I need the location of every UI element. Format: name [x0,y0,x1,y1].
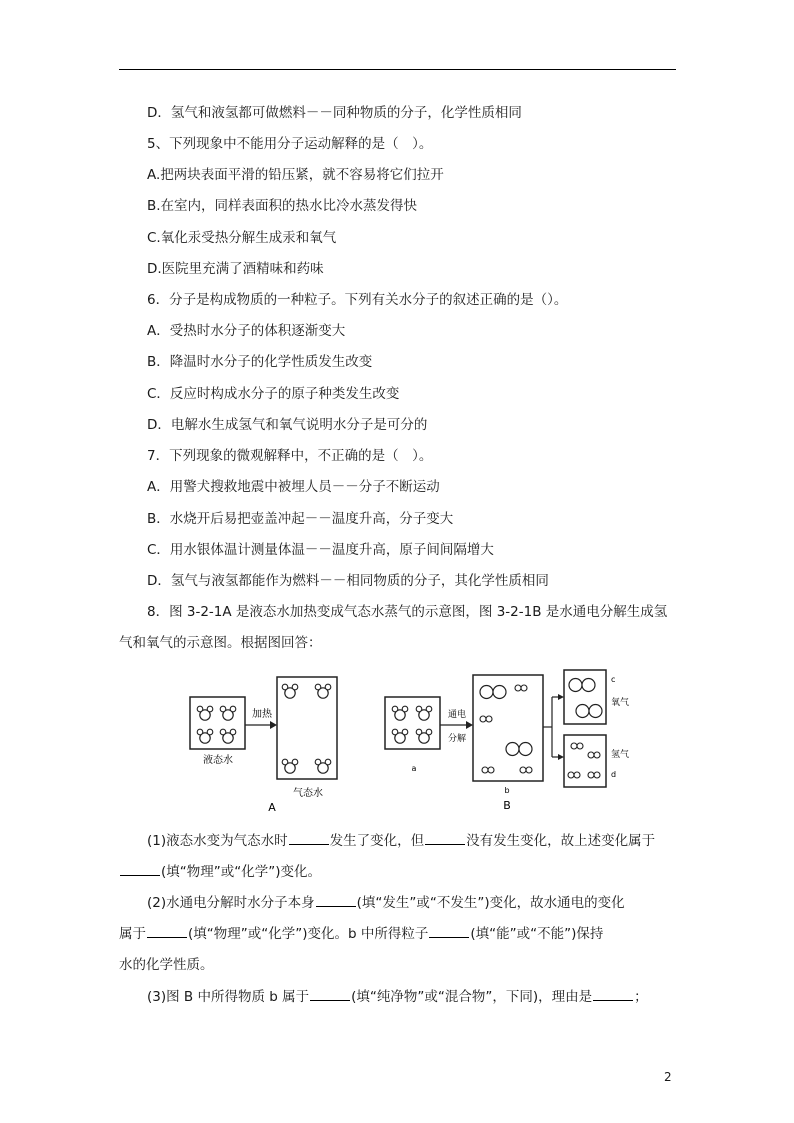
subquestion-2 [147,894,625,912]
water-molecule-figure [180,665,640,815]
q1-text-1: (1)液态水变为气态水时 [147,833,288,849]
liquid-water-label: 液态水 [203,755,233,766]
answer-blank[interactable] [429,925,469,938]
q1-text-4: (填“物理”或“化学”)变化。 [161,864,322,880]
answer-blank[interactable] [425,832,465,845]
answer-blank[interactable] [120,863,160,876]
header-rule [119,69,676,70]
q3-text-1: (3)图 B 中所得物质 b 属于 [147,989,310,1005]
electrolysis-label-1: 通电 [447,710,467,720]
q3-text-3: ； [634,989,648,1005]
answer-blank[interactable] [593,988,633,1001]
option-5a: A.把两块表面平滑的铅压紧，就不容易将它们拉开 [147,167,444,183]
answer-blank[interactable] [147,925,187,938]
heat-arrow [245,721,277,729]
box-b-label: b [504,786,510,795]
option-7d: D．氢气与液氢都能作为燃料－－相同物质的分子，其化学性质相同 [147,573,549,589]
option-7b: B．水烧开后易把壶盖冲起－－温度升高，分子变大 [147,511,454,527]
liquid-water-box [190,697,245,749]
question-6: 6．分子是构成物质的一种粒子。下列有关水分子的叙述正确的是（）。 [147,292,568,308]
option-6c: C．反应时构成水分子的原子种类发生改变 [147,386,400,402]
q2-text-5: (填“能”或“不能”)保持 [470,926,604,942]
subquestion-1 [147,832,655,850]
answer-blank[interactable] [310,988,350,1001]
gaseous-water-box [277,677,337,779]
electrolysis-arrow [440,721,473,729]
subquestion-2-cont [119,925,603,943]
q2-text-1: (2)水通电分解时水分子本身 [147,895,315,911]
option-6a: A．受热时水分子的体积逐渐变大 [147,323,346,339]
oxygen-box-c [564,670,606,724]
subquestion-1-cont [119,863,321,881]
q2-text-2: (填“发生”或“不发生”)变化，故水通电的变化 [356,895,625,911]
option-7a: A．用警犬搜救地震中被埋人员－－分子不断运动 [147,479,440,495]
answer-blank[interactable] [289,832,329,845]
subquestion-3 [147,988,648,1006]
mixture-box-b [473,675,543,781]
gaseous-water-label: 气态水 [293,788,323,799]
heat-label: 加热 [252,709,272,720]
q1-text-3: 没有发生变化，故上述变化属于 [466,833,656,849]
question-7: 7．下列现象的微观解释中，不正确的是（ ）。 [147,448,433,464]
question-8-cont: 气和氧气的示意图。根据图回答： [119,635,322,651]
electrolysis-label-2: 分解 [447,734,467,744]
option-6d: D．电解水生成氢气和氧气说明水分子是可分的 [147,417,428,433]
box-c-label: c [611,675,616,684]
option-5b: B.在室内，同样表面积的热水比冷水蒸发得快 [147,198,418,214]
hydrogen-box-d [564,735,606,787]
q2-text-4: (填“物理”或“化学”)变化。b 中所得粒子 [188,926,429,942]
hydrogen-label: 氢气 [611,750,630,760]
q2-text-3: 属于 [119,926,146,942]
question-5: 5、下列现象中不能用分子运动解释的是（ ）。 [147,136,433,152]
split-arrows [543,694,564,760]
option-7c: C．用水银体温计测量体温－－温度升高，原子间间隔增大 [147,542,494,558]
box-a-label: a [411,764,417,773]
q1-text-2: 发生了变化，但 [329,833,425,849]
box-d-label: d [611,770,617,779]
question-8: 8．图 3-2-1A 是液态水加热变成气态水蒸气的示意图，图 3-2-1B 是水通电分解生成氢 [147,604,668,620]
page-number: 2 [664,1070,672,1084]
answer-blank[interactable] [316,894,356,907]
oxygen-label: 氧气 [611,698,630,708]
option-6b: B．降温时水分子的化学性质发生改变 [147,354,373,370]
option-5d: D.医院里充满了酒精味和药味 [147,261,324,277]
figure-a-label: A [268,801,276,814]
option-4d: D．氢气和液氢都可做燃料－－同种物质的分子，化学性质相同 [147,105,522,121]
q3-text-2: (填“纯净物”或“混合物”，下同)，理由是 [351,989,593,1005]
subquestion-2-cont2: 水的化学性质。 [119,957,214,973]
option-5c: C.氧化汞受热分解生成汞和氧气 [147,230,337,246]
water-box-a [385,697,440,749]
figure-b-label: B [503,799,511,812]
